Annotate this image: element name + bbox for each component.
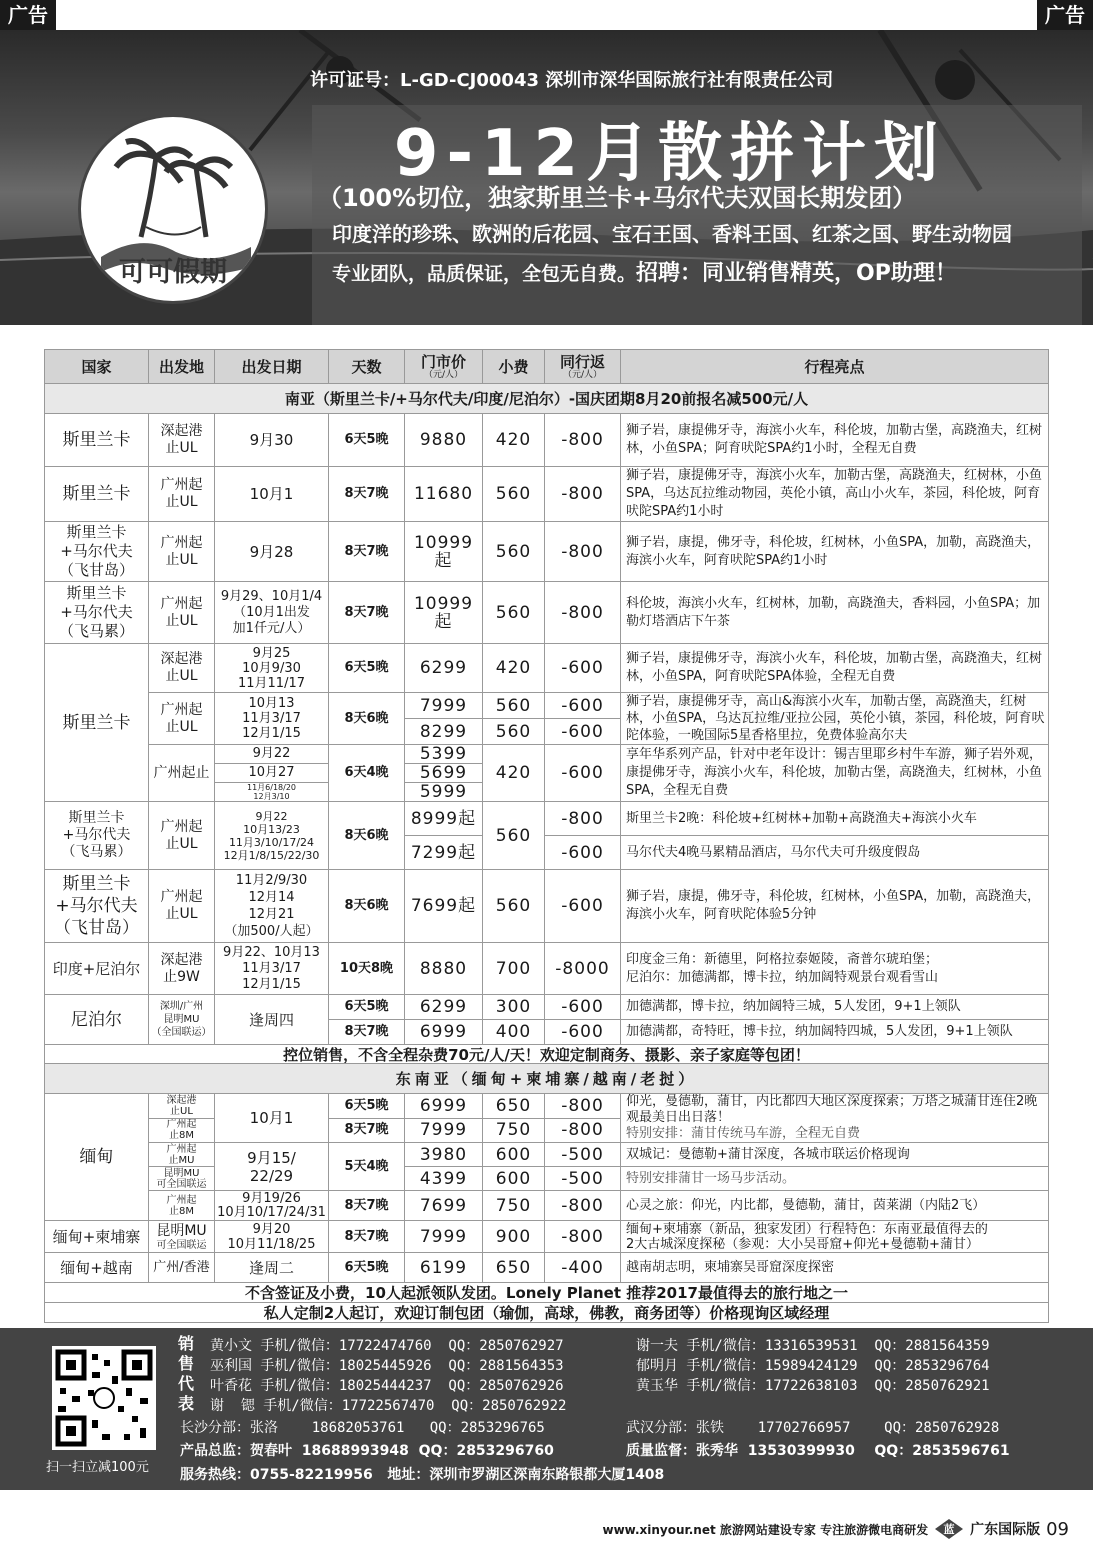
table-cell: 印度+尼泊尔 [45,943,149,995]
table-row [45,467,1049,522]
table-cell: 10月27 [215,764,329,783]
section-title-south-asia [45,384,1049,414]
table-cell: 8天7晚 [329,1118,405,1143]
table-cell: 650 [483,1253,545,1283]
table-cell: -800 [545,1094,621,1119]
table-cell: 昆明MU 可全国联运 [149,1167,215,1191]
table-cell: 广州起 止UL [149,802,215,870]
table-cell: 享年华系列产品，针对中老年设计：锡吉里耶乡村牛车游，狮子岩外观，康提佛牙寺，海滨小火车，科伦坡，加勒古堡，高跷渔夫，红树林，小鱼SPA，全程无自费 [621,745,1049,802]
southeast-asia-table [44,1063,1049,1323]
table-cell: 广州起止 [149,745,215,802]
table-cell: 11月2/9/30 12月14 12月21 （加500/人起） [215,870,329,943]
brand-logo [78,114,268,304]
table-cell: -600 [545,1020,621,1045]
table-cell: 马尔代夫4晚马累精品酒店，马尔代夫可升级度假岛 [621,836,1049,870]
ad-tag-left: 广告 [0,0,56,30]
contact-line: 黄小文 手机/微信：17722474760 QQ：2850762927 [210,1338,564,1354]
table-cell: -600 [545,644,621,693]
table-cell: 420 [483,745,545,802]
table-cell: 广州起 止8M [149,1118,215,1143]
contact-line: 叶香花 手机/微信：18025444237 QQ：2850762926 [210,1378,564,1394]
table-cell: 750 [483,1191,545,1221]
diamond-logo-icon [934,1518,964,1540]
table-cell: 5399 [405,745,483,764]
ad-tag-right: 广告 [1037,0,1093,30]
table-cell: 加德满都，博卡拉，纳加阔特三城，5人发团，9+1上领队 [621,995,1049,1020]
table-cell: 同行返 （元/人） [545,350,621,384]
table-cell: 6天5晚 [329,995,405,1020]
table-cell: 560 [483,870,545,943]
table-cell: 国家 [45,350,149,384]
table-cell: 560 [483,693,545,719]
table-cell: 10月1 [215,1094,329,1143]
table-cell: 广州起 止UL [149,582,215,644]
table-cell: 狮子岩，康提佛牙寺，高山&海滨小火车，加勒古堡，高跷渔夫，红树林，小鱼SPA，乌达瓦拉维/亚拉公园，英伦小镇，茶园，科伦坡，阿育吠陀体验，一晚国际5星香格里拉，免费体验高尔夫 [621,693,1049,745]
table-cell: 5999 [405,783,483,802]
table-cell: 广州起 止UL [149,467,215,522]
table-cell: 10天8晚 [329,943,405,995]
contact-line: 黄玉华 手机/微信：17722638103 QQ：2850762921 [636,1378,990,1394]
table-cell: -800 [545,414,621,467]
table-cell: 东南亚（缅甸+柬埔寨/越南/老挝） [45,1064,1049,1094]
table-cell: 狮子岩，康提佛牙寺，海滨小火车，科伦坡，加勒古堡，高跷渔夫，红树林，小鱼SPA，阿育吠陀SPA体验，全程无自费 [621,644,1049,693]
table-cell: 6999 [405,1094,483,1119]
table-cell: 8999起 [405,802,483,836]
table-cell: 广州/香港 [149,1253,215,1283]
table-row [45,582,1049,644]
contact-line: 谢一夫 手机/微信：13316539531 QQ：2881564359 [636,1338,990,1354]
note-row [45,1045,1049,1065]
table-cell: 9月29、10月1/4 （10月1出发 加1仟元/人） [215,582,329,644]
table-cell: 8880 [405,943,483,995]
table-cell: -400 [545,1253,621,1283]
table-cell: 斯里兰卡 +马尔代夫 （飞马累） [45,582,149,644]
note-row [45,1303,1049,1323]
table-cell: 斯里兰卡 [45,644,149,802]
table-cell: 6天5晚 [329,1253,405,1283]
table-cell: 650 [483,1094,545,1119]
table-row [45,1167,1049,1191]
table-cell: 缅甸 [45,1094,149,1221]
table-cell: 仰光，曼德勒，蒲甘，内比都四大地区深度探索；万塔之城蒲甘连住2晚观最美日出日落！ 特别安排：蒲甘传统马车游，全程无自费 [621,1094,1049,1143]
table-cell: 深起港 止UL [149,1094,215,1119]
table-cell: 8天7晚 [329,582,405,644]
table-cell: 斯里兰卡 +马尔代夫 （飞马累） [45,802,149,870]
page-number: 09 [1046,1518,1069,1540]
table-row [45,414,1049,467]
table-cell: 控位销售，不含全程杂费70元/人/天！欢迎定制商务、摄影、亲子家庭等包团！ [45,1045,1049,1065]
table-cell: 8天7晚 [329,467,405,522]
table-cell: -800 [545,467,621,522]
table-cell: 尼泊尔 [45,995,149,1045]
table-cell: -600 [545,693,621,719]
table-cell: 逢周四 [215,995,329,1045]
table-cell: 狮子岩，康提佛牙寺，海滨小火车，科伦坡，加勒古堡，高跷渔夫，红树林，小鱼SPA；阿育吠陀SPA约1小时，全程无自费 [621,414,1049,467]
table-cell: 3980 [405,1143,483,1167]
table-row [45,745,1049,764]
table-cell: 11680 [405,467,483,522]
table-cell: 广州起 止UL [149,870,215,943]
table-cell: -600 [545,995,621,1020]
table-cell: 9月15/ 22/29 [215,1143,329,1191]
qr-caption: 扫一扫立减100元 [46,1460,149,1475]
table-row [45,802,1049,836]
table-cell: -800 [545,802,621,836]
table-cell: 狮子岩，康提佛牙寺，海滨小火车，加勒古堡，高跷渔夫，红树林，小鱼SPA，乌达瓦拉维动物园，英伦小镇，高山小火车，茶园，科伦坡，阿育吠陀SPA约1小时 [621,467,1049,522]
table-cell: 6999 [405,1020,483,1045]
subtitle-highlights: 印度洋的珍珠、欧洲的后花园、宝石王国、香料王国、红茶之国、野生动物园 [332,222,1012,246]
footer-site: www.xinyour.net 旅游网站建设专家 专注旅游微电商研发 [602,1522,929,1537]
table-cell: 特别安排蒲甘一场马步活动。 [621,1167,1049,1191]
table-cell: 狮子岩，康提，佛牙寺，科伦坡，红树林，小鱼SPA，加勒，高跷渔夫，海滨小火车，阿育吠陀SPA约1小时 [621,522,1049,582]
table-cell: 700 [483,943,545,995]
header-banner [0,30,1093,325]
table-cell: 深起港 止UL [149,644,215,693]
table-cell: 广州起 止MU [149,1143,215,1167]
table-cell: 9月25 10月9/30 11月11/17 [215,644,329,693]
qr-code-icon [52,1346,156,1450]
table-cell: 8299 [405,719,483,745]
subtitle-recruit: 专业团队，品质保证，全包无自费。招聘：同业销售精英，OP助理！ [332,261,957,286]
table-cell: 越南胡志明，柬埔寨吴哥窟深度探密 [621,1253,1049,1283]
subtitle-exclusive: （100%切位，独家斯里兰卡+马尔代夫双国长期发团） [318,184,917,212]
table-cell: 6299 [405,995,483,1020]
table-cell: 7699 [405,1191,483,1221]
contact-line: 郁明月 手机/微信：15989424129 QQ：2853296764 [636,1358,990,1374]
table-row [45,1221,1049,1253]
table-cell: 逢周二 [215,1253,329,1283]
table-cell: 560 [483,467,545,522]
table-cell: -600 [545,745,621,802]
table-cell: 7299起 [405,836,483,870]
service-hotline: 服务热线：0755-82219956 地址：深圳市罗湖区深南东路银都大厦1408 [180,1467,665,1483]
table-cell: 10999起 [405,582,483,644]
table-cell: 科伦坡，海滨小火车，红树林，加勒，高跷渔夫，香料园，小鱼SPA；加勒灯塔酒店下午茶 [621,582,1049,644]
table-cell: 900 [483,1221,545,1253]
table-cell: 560 [483,522,545,582]
table-cell: 斯里兰卡 [45,467,149,522]
footer-edition: 广东国际版 [970,1522,1041,1538]
table-cell: 8天7晚 [329,1191,405,1221]
table-cell: 斯里兰卡 +马尔代夫 （飞甘岛） [45,870,149,943]
table-row [45,644,1049,693]
table-cell: 560 [483,802,545,870]
table-cell: 7699起 [405,870,483,943]
table-cell: 广州起 止8M [149,1191,215,1221]
table-cell: 广州起 止UL [149,693,215,745]
table-cell: 出发地 [149,350,215,384]
table-cell: 不含签证及小费，10人起派领队发团。Lonely Planet 推荐2017最值得去的旅行地之一 [45,1283,1049,1303]
south-asia-table [44,349,1049,1065]
table-cell: 昆明MU 可全国联运 [149,1221,215,1253]
table-cell: 6天5晚 [329,1094,405,1119]
table-cell: 9月22、10月13 11月3/17 12月1/15 [215,943,329,995]
table-cell: 私人定制2人起订，欢迎订制包团（瑜伽，高球，佛教，商务团等）价格现询区域经理 [45,1303,1049,1323]
table-cell: -600 [545,870,621,943]
table-row [45,522,1049,582]
page-footer [602,1518,1069,1540]
table-cell: 深起港 止UL [149,414,215,467]
table-cell: 8天6晚 [329,870,405,943]
table-cell: 斯里兰卡 +马尔代夫 （飞甘岛） [45,522,149,582]
table-row [45,693,1049,719]
table-row [45,1094,1049,1119]
table-cell: 6199 [405,1253,483,1283]
table-cell: 9月20 10月11/18/25 [215,1221,329,1253]
table-cell: 小费 [483,350,545,384]
table-cell: 缅甸+越南 [45,1253,149,1283]
table-row [45,1253,1049,1283]
table-cell: 420 [483,414,545,467]
table-cell: 斯里兰卡2晚：科伦坡+红树林+加勒+高跷渔夫+海滨小火车 [621,802,1049,836]
table-row [45,1191,1049,1221]
table-cell: 7999 [405,1118,483,1143]
table-cell: 8天7晚 [329,1221,405,1253]
table-cell: 广州起 止UL [149,522,215,582]
table-cell: 出发日期 [215,350,329,384]
table-row [45,943,1049,995]
contact-panel [0,1328,1093,1490]
table-cell: 600 [483,1143,545,1167]
table-cell: 印度金三角：新德里，阿格拉泰姬陵，斋普尔琥珀堡； 尼泊尔：加德满都，博卡拉，纳加阔特观景台观看雪山 [621,943,1049,995]
table-cell: -800 [545,1118,621,1143]
table-cell: 11月6/18/20 12月3/10 [215,783,329,802]
table-cell: 9月30 [215,414,329,467]
sales-rep-label: 销 售 代 表 [178,1334,195,1413]
table-cell: 狮子岩，康提，佛牙寺，科伦坡，红树林，小鱼SPA，加勒，高跷渔夫，海滨小火车，阿育吠陀体验5分钟 [621,870,1049,943]
table-cell: -600 [545,719,621,745]
table-cell: 9880 [405,414,483,467]
contact-line: 谢 锶 手机/微信：17722567470 QQ：2850762922 [210,1398,567,1414]
table-cell: 300 [483,995,545,1020]
table-cell: 10999起 [405,522,483,582]
table-cell: 缅甸+柬埔寨（新品，独家发团）行程特色：东南亚最值得去的 2大古城深度探秘（参观：大小吴哥窟+仰光+曼德勒+蒲甘） [621,1221,1049,1253]
table-cell: 深圳/广州 昆明MU （全国联运） [149,995,215,1045]
table-cell: 深起港 止9W [149,943,215,995]
table-cell: 行程亮点 [621,350,1049,384]
branch-wuhan: 武汉分部：张铁 17702766957 QQ：2850762928 [626,1420,1000,1436]
table-cell: 560 [483,582,545,644]
table-cell: 9月28 [215,522,329,582]
table-cell: 750 [483,1118,545,1143]
table-cell: -500 [545,1143,621,1167]
table-cell: 5699 [405,764,483,783]
product-director: 产品总监：贺春叶 18688993948 QQ：2853296760 [180,1443,554,1459]
table-row [45,870,1049,943]
section-title-southeast-asia [45,1064,1049,1094]
contact-line: 巫利国 手机/微信：18025445926 QQ：2881564353 [210,1358,564,1374]
table-cell: -500 [545,1167,621,1191]
table-cell: 9月22 10月13/23 11月3/10/17/24 12月1/8/15/22/30 [215,802,329,870]
table-cell: 天数 [329,350,405,384]
table-cell: 双城记：曼德勒+蒲甘深度，各城市联运价格现询 [621,1143,1049,1167]
table-cell: -800 [545,1221,621,1253]
table-header [45,350,1049,384]
table-cell: 8天6晚 [329,802,405,870]
table-row [45,1143,1049,1167]
table-cell: 心灵之旅：仰光，内比都，曼德勒，蒲甘，茵莱湖（内陆2飞） [621,1191,1049,1221]
table-cell: 5天4晚 [329,1143,405,1191]
page-title: 9-12月散拼计划 [393,117,947,191]
qr-code[interactable] [52,1346,156,1450]
table-cell: 400 [483,1020,545,1045]
table-cell: -800 [545,582,621,644]
table-cell: -8000 [545,943,621,995]
table-cell: 8天7晚 [329,1020,405,1045]
license-number: 许可证号：L-GD-CJ00043 深圳市深华国际旅行社有限责任公司 [310,70,834,91]
table-cell: 420 [483,644,545,693]
branch-changsha: 长沙分部：张洛 18682053761 QQ：2853296765 [180,1420,545,1436]
table-cell: -800 [545,522,621,582]
table-cell: -600 [545,836,621,870]
table-cell: 4399 [405,1167,483,1191]
table-cell: 斯里兰卡 [45,414,149,467]
footer-mark: 蓝 [943,1523,955,1536]
logo-name: 可可假期 [119,257,227,288]
table-cell: 缅甸+柬埔寨 [45,1221,149,1253]
table-cell: 600 [483,1167,545,1191]
table-cell: 7999 [405,1221,483,1253]
table-cell: 560 [483,719,545,745]
table-cell: 9月22 [215,745,329,764]
table-row [45,995,1049,1020]
table-cell: 南亚（斯里兰卡/+马尔代夫/印度/尼泊尔）-国庆团期8月20前报名减500元/人 [45,384,1049,414]
table-cell: 8天7晚 [329,522,405,582]
note-row [45,1283,1049,1303]
table-cell: -800 [545,1191,621,1221]
table-cell: 7999 [405,693,483,719]
table-cell: 10月1 [215,467,329,522]
table-cell: 6天5晚 [329,644,405,693]
table-cell: 6299 [405,644,483,693]
table-cell: 6天4晚 [329,745,405,802]
table-cell: 6天5晚 [329,414,405,467]
table-cell: 加德满都，奇特旺，博卡拉，纳加阔特四城，5人发团，9+1上领队 [621,1020,1049,1045]
table-cell: 10月13 11月3/17 12月1/15 [215,693,329,745]
table-cell: 8天6晚 [329,693,405,745]
table-cell: 门市价 （元/人） [405,350,483,384]
table-cell: 9月19/26 10月10/17/24/31 [215,1191,329,1221]
quality-supervisor: 质量监督：张秀华 13530399930 QQ：2853596761 [626,1443,1010,1459]
